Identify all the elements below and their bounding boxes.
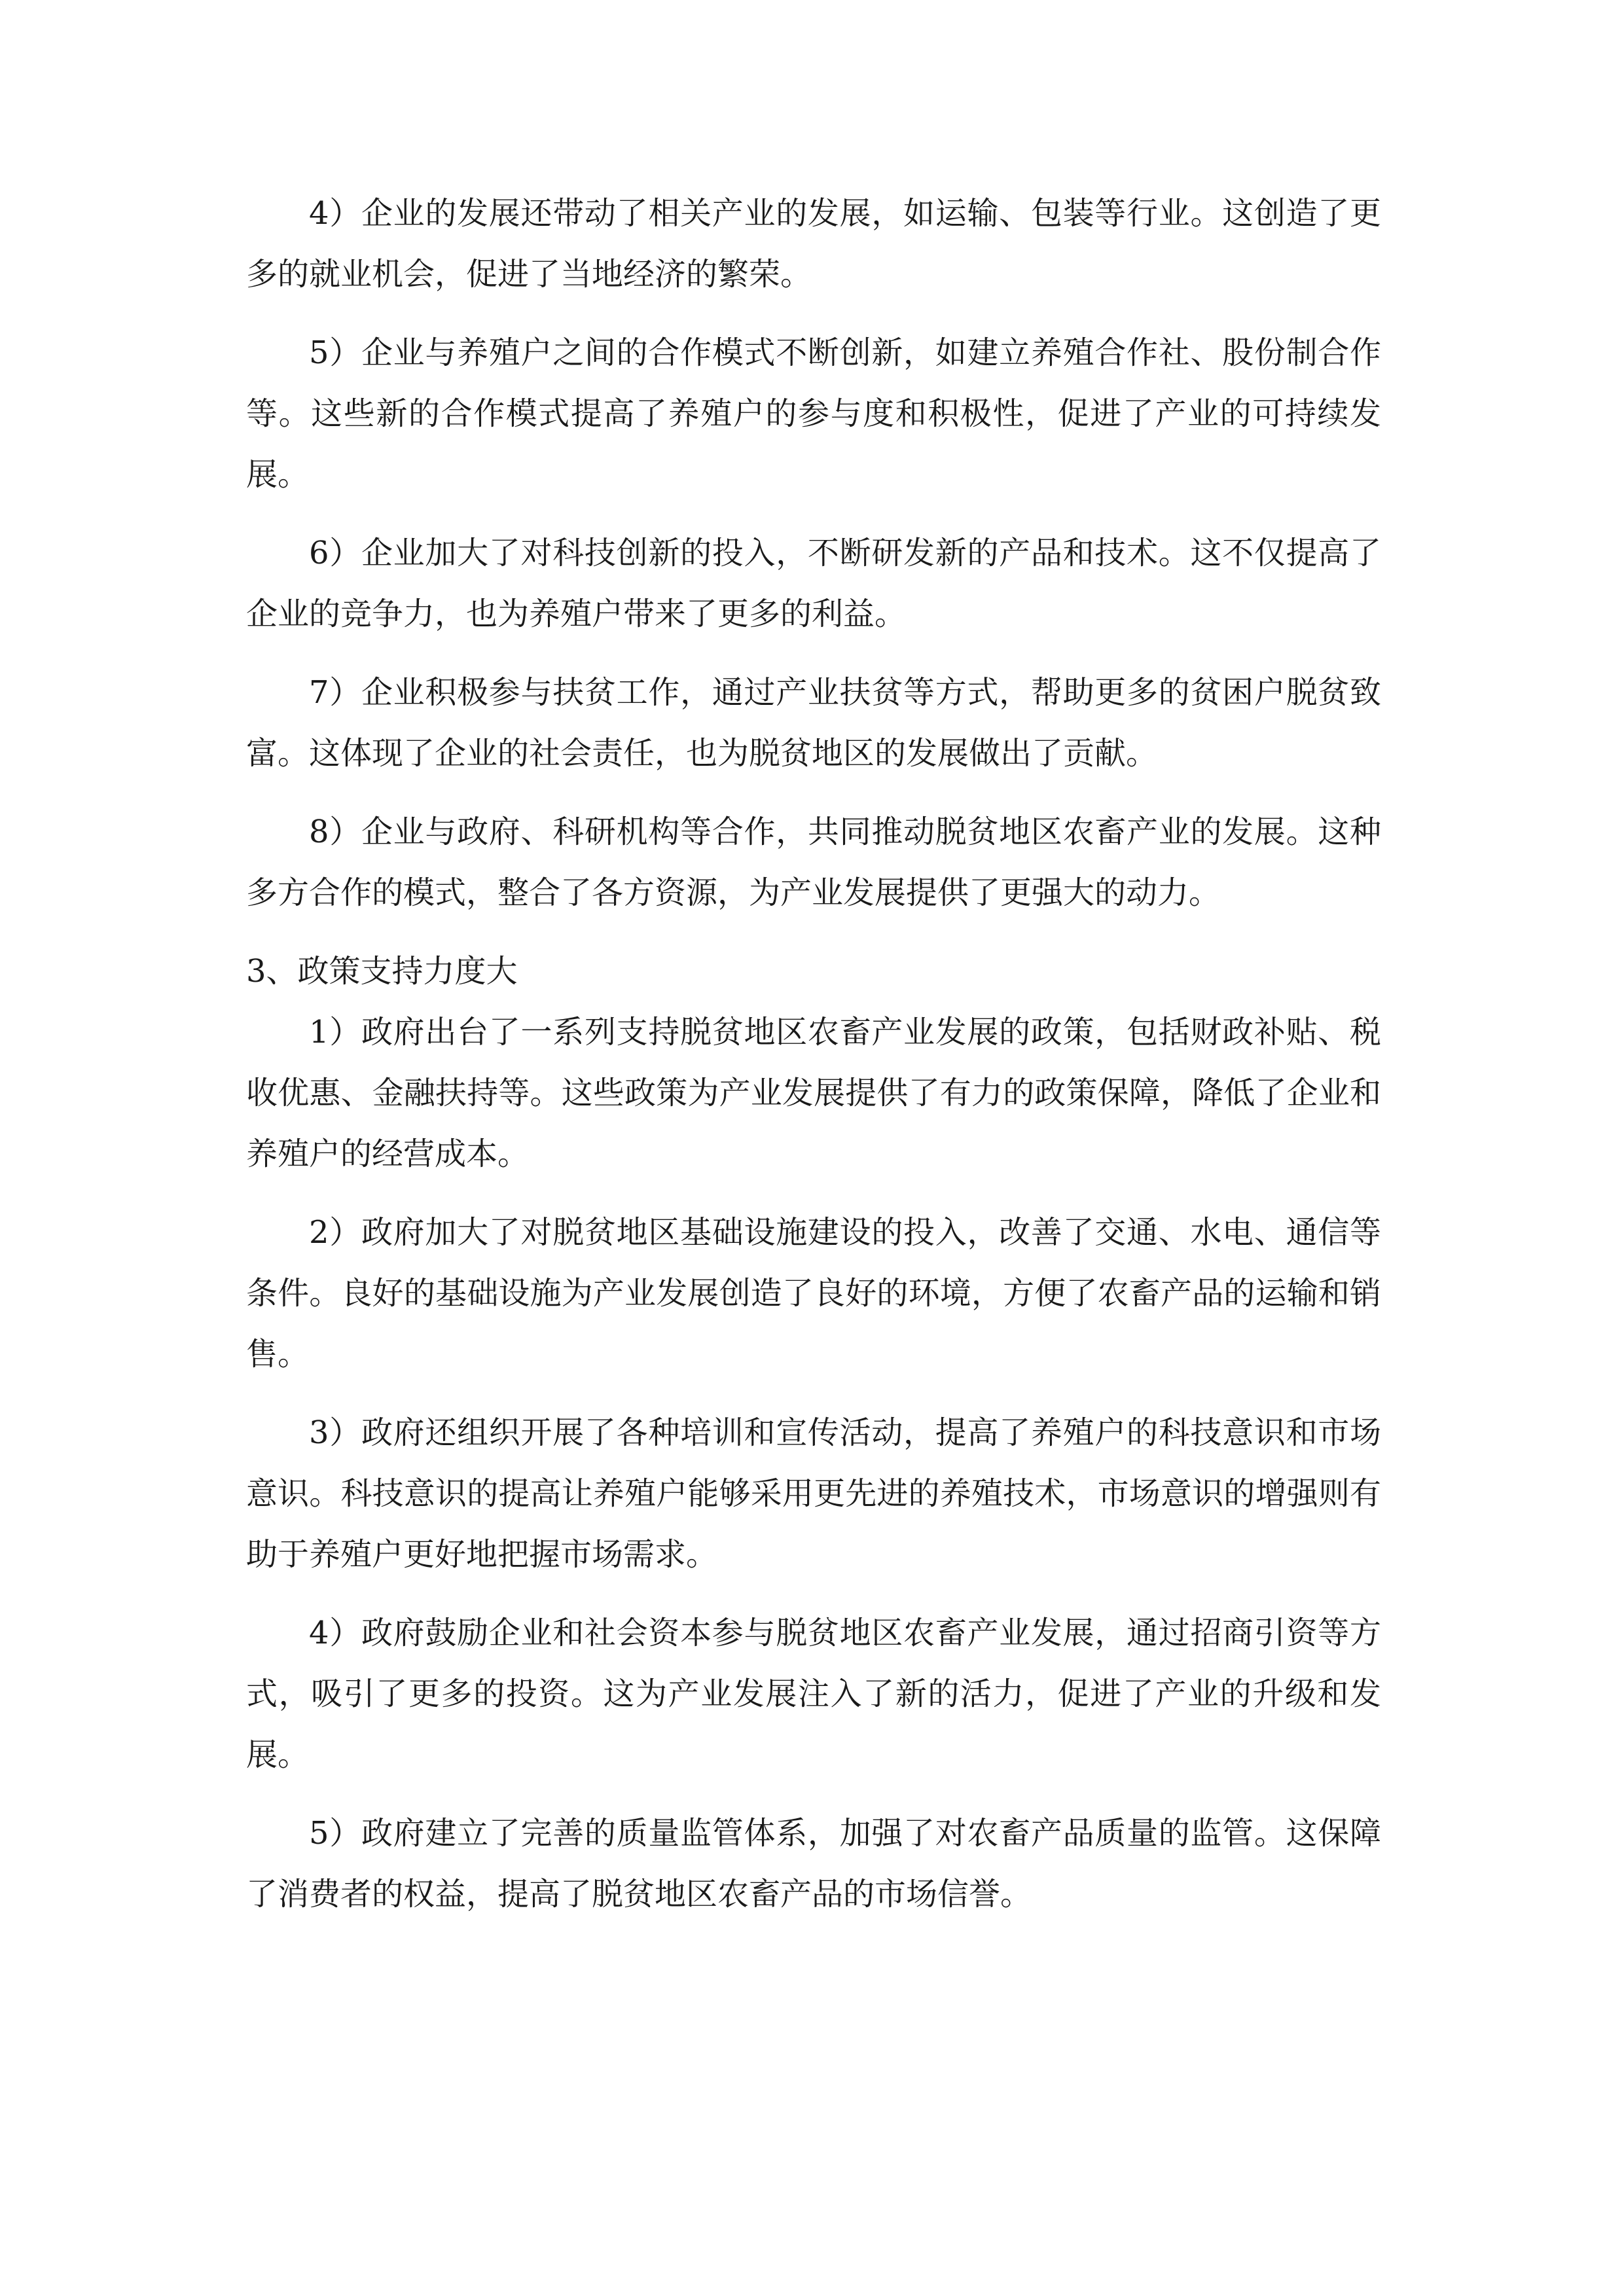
paragraph-policy-3: 3）政府还组织开展了各种培训和宣传活动，提高了养殖户的科技意识和市场意识。科技意识的提高让养殖户能够采用更先进的养殖技术，市场意识的增强则有助于养殖户更好地把握市场需求。 [246,1414,1381,1573]
paragraph-enterprise-5: 5）企业与养殖户之间的合作模式不断创新，如建立养殖合作社、股份制合作等。这些新的合作模式提高了养殖户的参与度和积极性，促进了产业的可持续发展。 [246,334,1381,493]
paragraph-policy-5: 5）政府建立了完善的质量监管体系，加强了对农畜产品质量的监管。这保障了消费者的权益，提高了脱贫地区农畜产品的市场信誉。 [246,1815,1381,1912]
paragraph-enterprise-8: 8）企业与政府、科研机构等合作，共同推动脱贫地区农畜产业的发展。这种多方合作的模式，整合了各方资源，为产业发展提供了更强大的动力。 [246,814,1381,911]
section-heading-policy-support: 3、政策支持力度大 [246,953,518,990]
paragraph-policy-2: 2）政府加大了对脱贫地区基础设施建设的投入，改善了交通、水电、通信等条件。良好的基础设施为产业发展创造了良好的环境，方便了农畜产品的运输和销售。 [246,1214,1381,1372]
paragraph-enterprise-4: 4）企业的发展还带动了相关产业的发展，如运输、包装等行业。这创造了更多的就业机会，促进了当地经济的繁荣。 [246,195,1381,293]
paragraph-policy-4: 4）政府鼓励企业和社会资本参与脱贫地区农畜产业发展，通过招商引资等方式，吸引了更多的投资。这为产业发展注入了新的活力，促进了产业的升级和发展。 [246,1615,1381,1773]
paragraph-enterprise-6: 6）企业加大了对科技创新的投入，不断研发新的产品和技术。这不仅提高了企业的竞争力，也为养殖户带来了更多的利益。 [246,535,1381,632]
document-body [246,183,1381,1943]
paragraph-enterprise-7: 7）企业积极参与扶贫工作，通过产业扶贫等方式，帮助更多的贫困户脱贫致富。这体现了企业的社会责任，也为脱贫地区的发展做出了贡献。 [246,674,1381,772]
paragraph-policy-1: 1）政府出台了一系列支持脱贫地区农畜产业发展的政策，包括财政补贴、税收优惠、金融扶持等。这些政策为产业发展提供了有力的政策保障，降低了企业和养殖户的经营成本。 [246,1014,1381,1172]
